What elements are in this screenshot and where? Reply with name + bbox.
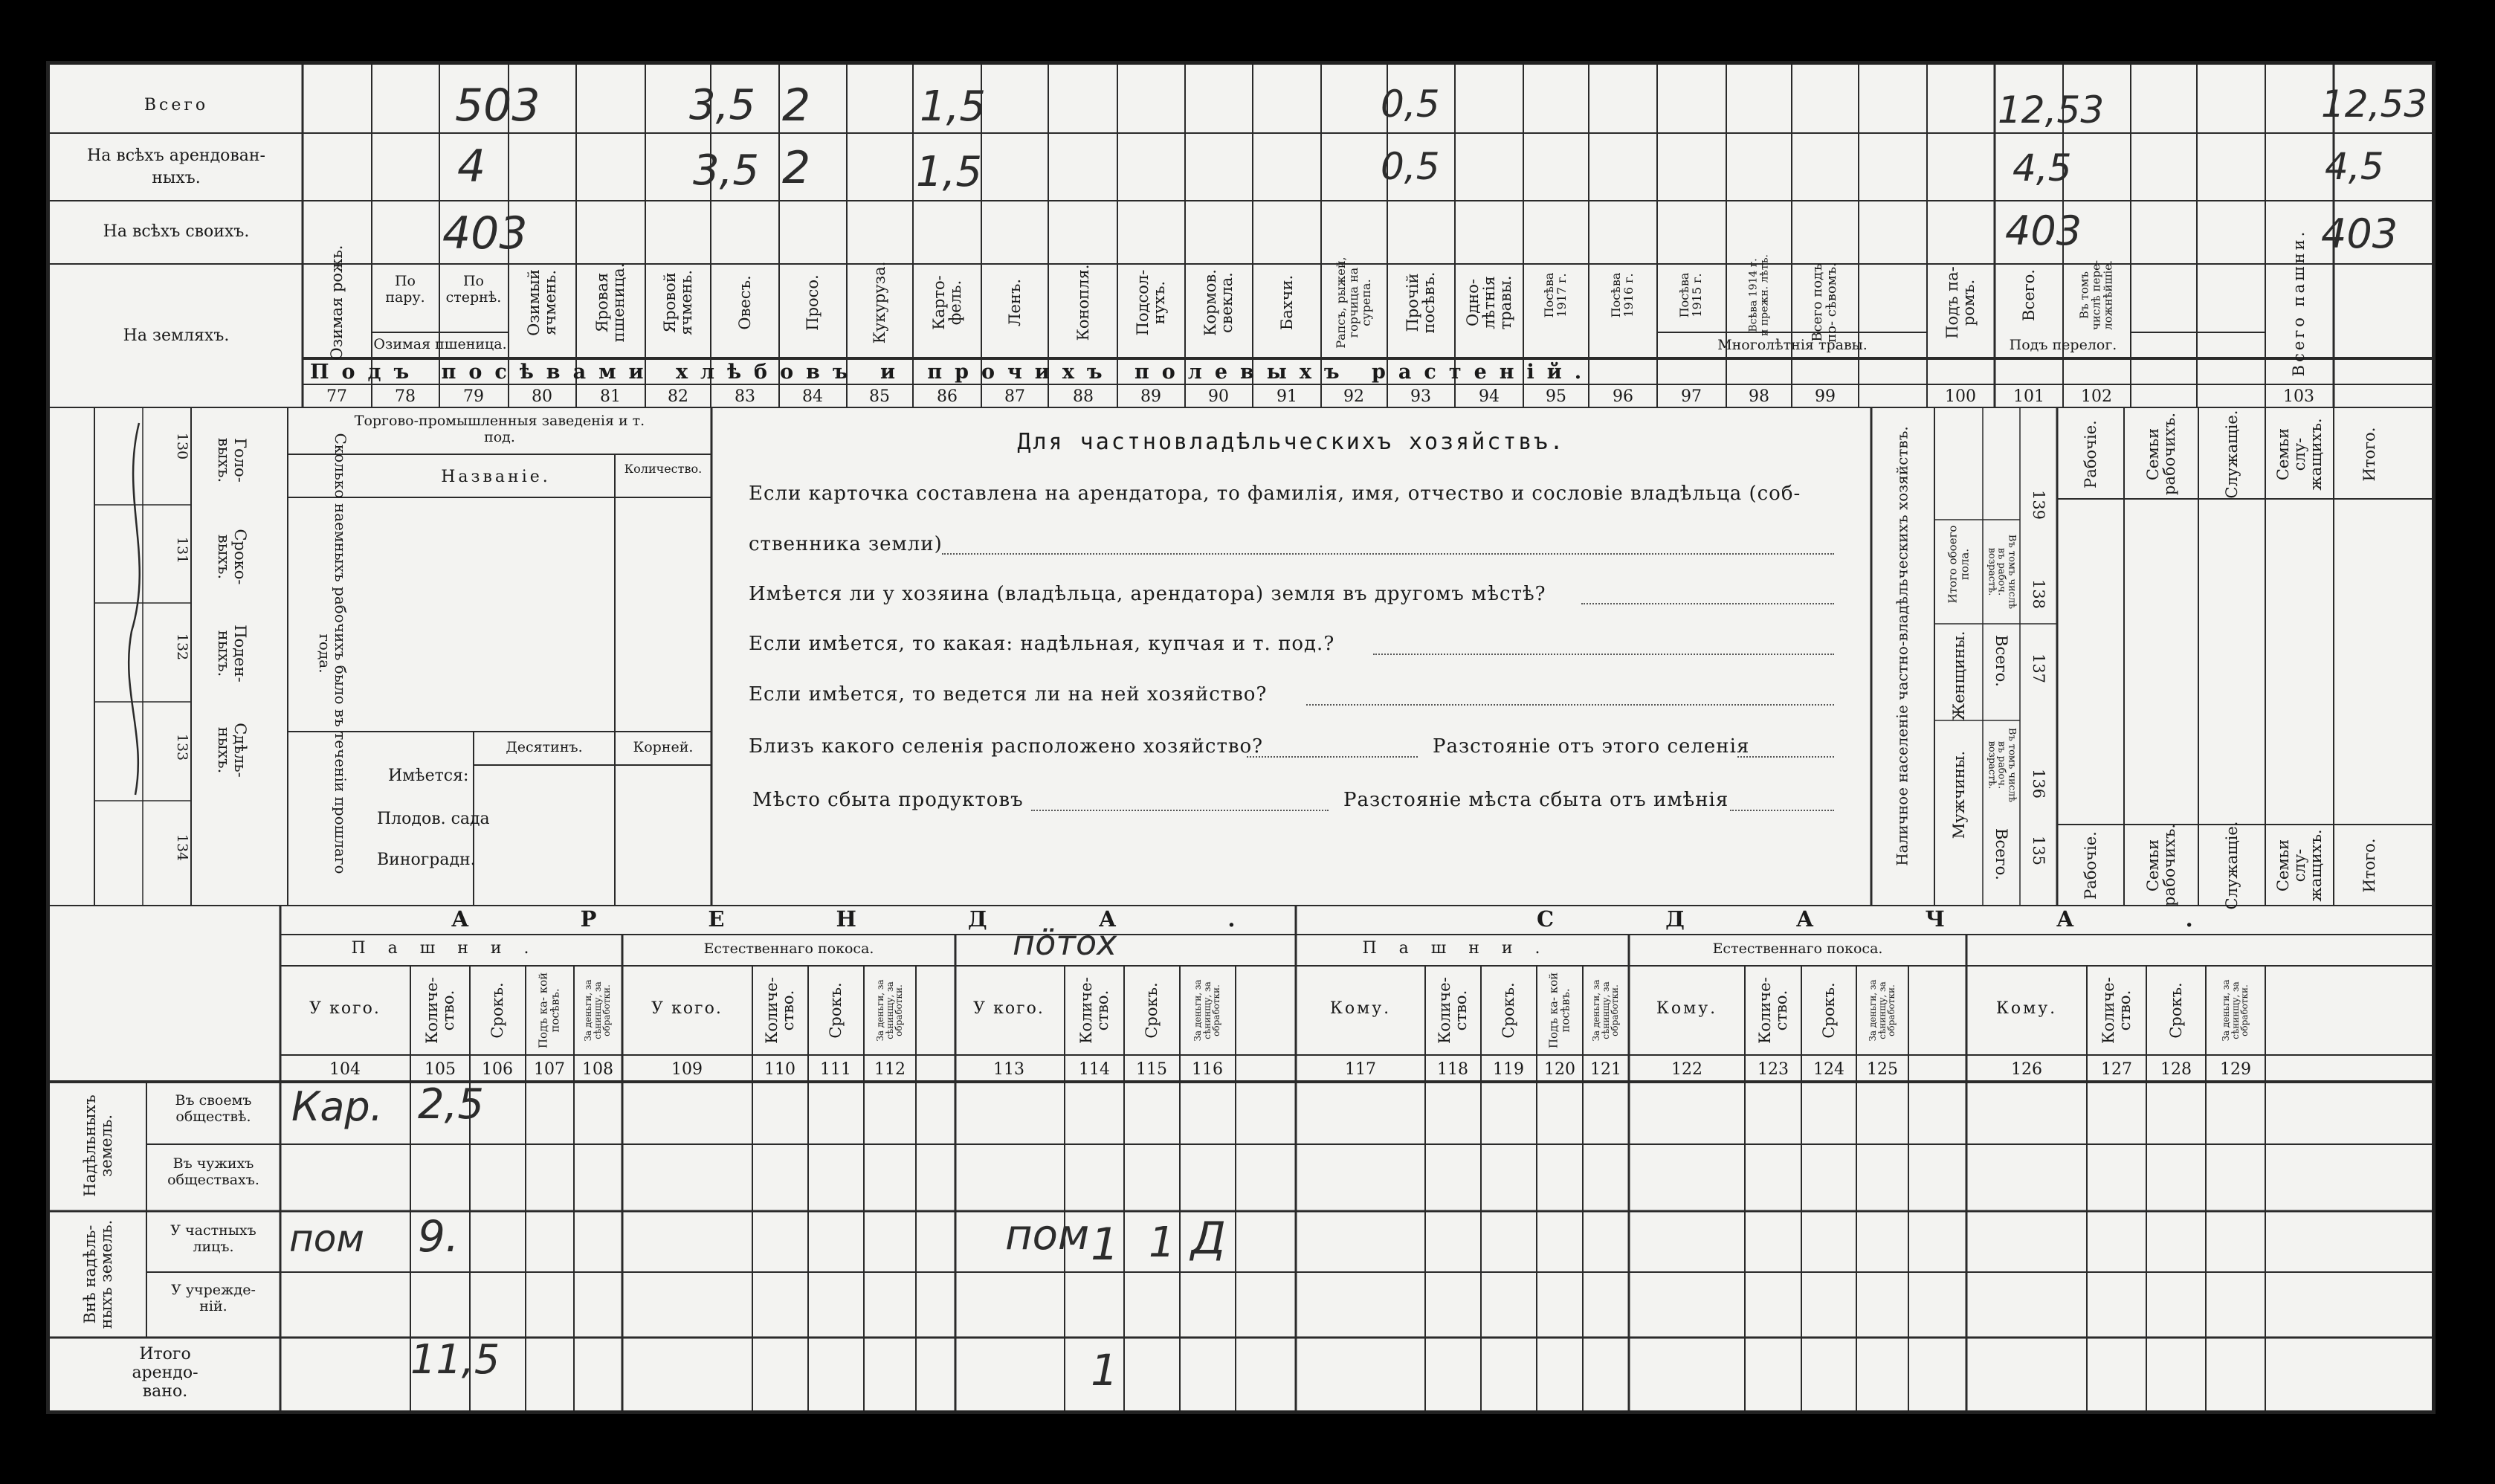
hw-rent-85: 1,5 (916, 148, 983, 196)
q5b-line (1737, 756, 1834, 758)
h-117: Кому. (1329, 999, 1392, 1018)
colnum-102: 102 (2081, 387, 2112, 406)
row-label-total: Всего (143, 96, 209, 114)
arenda-title: АРЕНДА. (451, 906, 1347, 932)
arenda-pashni: Пашни. (351, 939, 552, 958)
h-120: Подъ ка- кой посѣвъ. (1546, 972, 1572, 1049)
hw-rent-83: 2 (782, 142, 811, 194)
colnum-85: 85 (869, 387, 890, 406)
col-87: Ленъ. (1005, 279, 1024, 326)
h-108: За деньги, за сѣнинщу, за обработки. (583, 979, 613, 1042)
colnum-96: 96 (1613, 387, 1633, 406)
q6: Мѣсто сбыта продуктовъ (752, 789, 1024, 811)
q2: Имѣется ли у хозяина (владѣльца, арендатора) земля въ другомъ мѣстѣ? (749, 583, 1546, 605)
total-both: Итого обоего пола. (1946, 525, 1971, 604)
hw-mid-note: пӧтох (1013, 923, 1117, 963)
colnum-83: 83 (735, 387, 755, 406)
col-102: Въ томъ числѣ пере- ложнѣйшіе. (2077, 259, 2114, 331)
h-113: У кого. (973, 999, 1045, 1018)
col-92: Рапсъ, рыжей, горчица на сурепа. (1333, 257, 1373, 349)
left-num-134: 134 (174, 833, 191, 862)
q6b-line (1730, 810, 1834, 811)
hw-r3-114: 1 (1091, 1219, 1120, 1271)
banner: Подъ посѣвами хлѣбовъ и прочихъ полевыхъ растеній. (310, 361, 1595, 384)
right-employees: Служащіе. (2222, 410, 2241, 499)
h-121: За деньги, за сѣнинщу, за обработки. (1591, 979, 1621, 1042)
hw-total-82: 3,5 (689, 81, 756, 129)
group-fallow: Подъ перелог. (2009, 337, 2117, 353)
colnum-100: 100 (1945, 387, 1976, 406)
q6b: Разстояніе мѣста сбыта отъ имѣнія (1343, 789, 1729, 811)
group-nadel: Надѣльныхъ земель. (80, 1094, 115, 1197)
q3-line (1373, 654, 1834, 655)
hw-total-78: 503 (455, 80, 540, 132)
col-93: Прочій посѣвъ. (1403, 271, 1438, 334)
middle-section (50, 408, 2432, 910)
left-rot-3: Поден- ныхъ. (215, 625, 250, 683)
left-rot-4: Сдѣль- ныхъ. (215, 723, 250, 778)
pop-num-136: 136 (2030, 768, 2048, 799)
has-desyatin: Десятинъ. (506, 739, 583, 755)
bottom-section (50, 906, 2432, 1414)
left-rot-1: Голо- выхъ. (215, 437, 250, 483)
colnum-81: 81 (600, 387, 621, 406)
has-roots: Корней. (633, 739, 694, 755)
hw-r3-116: Д (1191, 1213, 1226, 1265)
census-card (46, 61, 2436, 1414)
h-127: Количе- ство. (2099, 977, 2134, 1044)
row-label-own: На всѣхъ своихъ. (103, 222, 250, 241)
bnum-117: 117 (1345, 1060, 1376, 1079)
colnum-78: 78 (395, 387, 416, 406)
bnum-108: 108 (582, 1060, 613, 1079)
col-99: Всего подъ по- сѣвомъ. (1810, 262, 1839, 343)
hw-total-103: 12,53 (2321, 83, 2428, 126)
pop-num-138: 138 (2030, 578, 2048, 610)
col-85: Кукуруза. (870, 261, 888, 344)
bnum-119: 119 (1493, 1060, 1524, 1079)
col-89: Подсол- нухъ. (1133, 269, 1168, 336)
hw-r1-qty: 2,5 (418, 1080, 485, 1129)
right-employee-families-b: Семьи слу- жащихъ. (2273, 829, 2325, 902)
hw-total-114: 1 (1091, 1345, 1118, 1396)
trade-name-header: Названіе. (441, 468, 551, 486)
colnum-93: 93 (1410, 387, 1431, 406)
bnum-122: 122 (1671, 1060, 1702, 1079)
row-other-societies: Въ чужихъ обществахъ. (167, 1155, 259, 1188)
colnum-95: 95 (1546, 387, 1566, 406)
col-91: Бахчи. (1277, 274, 1296, 331)
group-wheat: Озимая пшеница. (373, 336, 507, 352)
h-118: Количе- ство. (1435, 977, 1470, 1044)
hw-total-85: 1,5 (920, 83, 987, 131)
colnum-103: 103 (2283, 387, 2314, 406)
private-title: Для частновладѣльческихъ хозяйствъ. (1017, 429, 1566, 455)
bnum-128: 128 (2160, 1060, 2192, 1079)
hw-rent-78: 4 (457, 141, 486, 193)
colnum-92: 92 (1343, 387, 1364, 406)
col-88: Конопля. (1074, 264, 1092, 341)
colnum-86: 86 (937, 387, 958, 406)
colnum-99: 99 (1815, 387, 1836, 406)
q3: Если имѣется, то какая: надѣльная, купчая и т. под.? (749, 633, 1335, 655)
bottom-grid (50, 906, 2432, 1414)
sdacha-pashni: Пашни. (1362, 939, 1563, 958)
arenda-pokos: Естественнаго покоса. (703, 941, 874, 957)
bnum-105: 105 (425, 1060, 456, 1079)
pop-num-137: 137 (2030, 653, 2048, 684)
hw-total-83: 2 (782, 80, 811, 132)
h-116: За деньги, за сѣнинщу, за обработки. (1192, 979, 1222, 1042)
bnum-104: 104 (329, 1060, 361, 1079)
h-106: Срокъ. (488, 982, 506, 1039)
hw-rent-99: 4,5 (2013, 146, 2072, 190)
bnum-114: 114 (1079, 1060, 1110, 1079)
col-77: Озимая рожь. (327, 245, 346, 361)
vineyard-label: Виноградн. (377, 851, 476, 869)
q6-line (1031, 810, 1329, 811)
row-institutions: У учрежде- ній. (171, 1282, 256, 1314)
right-total-b: Итого. (2360, 838, 2378, 893)
row-label-lands: На земляхъ. (123, 326, 230, 345)
row-label-rented-2: ныхъ. (152, 169, 201, 187)
row-total-rented: Итого арендо- вано. (132, 1345, 198, 1401)
colnum-94: 94 (1479, 387, 1500, 406)
men-of-them: Въ томъ числѣ въ рабоч. возрастѣ. (1986, 727, 2018, 803)
h-105: Количе- ство. (422, 977, 457, 1044)
bnum-109: 109 (671, 1060, 703, 1079)
col-83: Овесъ. (735, 275, 754, 330)
right-workers-b: Рабочіе. (2081, 831, 2099, 900)
bnum-118: 118 (1437, 1060, 1468, 1079)
q4-line (1306, 704, 1834, 706)
h-129: За деньги, за сѣнинщу, за обработки. (2221, 979, 2250, 1042)
col-97: Посѣва 1915 г. (1677, 272, 1704, 318)
q5-line (1247, 756, 1418, 758)
q1b-line (942, 553, 1834, 555)
women-of-them: Въ томъ числѣ въ рабоч. возрастѣ. (1986, 534, 2018, 610)
bnum-127: 127 (2101, 1060, 2132, 1079)
col-101: Всего. (2019, 269, 2038, 321)
col-81: Яровая пшеница. (593, 262, 627, 343)
col-90: Кормов. свекла. (1201, 269, 1236, 336)
sdacha-pokos: Естественнаго покоса. (1712, 941, 1883, 957)
bnum-107: 107 (534, 1060, 565, 1079)
h-125: За деньги, за сѣнинщу, за обработки. (1868, 979, 1897, 1042)
h-109: У кого. (651, 999, 723, 1018)
q1: Если карточка составлена на арендатора, то фамилія, имя, отчество и сословіе владѣльца (соб- (749, 483, 1801, 505)
bnum-123: 123 (1758, 1060, 1789, 1079)
q1b: ственника земли) (749, 533, 943, 555)
top-section (50, 65, 2432, 408)
population-label: Наличное населеніе частно-владѣльческихъ хозяйствъ. (1893, 426, 1911, 866)
left-num-130: 130 (174, 432, 191, 460)
hw-r3-whom: пом (289, 1217, 365, 1260)
hw-r3-qty: 9. (418, 1211, 459, 1262)
hw-own-78: 403 (442, 207, 528, 259)
col-82: Яровой ячмень. (660, 270, 695, 335)
q2-line (1581, 603, 1834, 604)
col-96: Посѣва 1916 г. (1609, 272, 1636, 318)
right-employees-b: Служащіе. (2222, 821, 2241, 910)
col-86: Карто- фель. (929, 275, 964, 330)
bnum-115: 115 (1136, 1060, 1167, 1079)
hw-own-99: 403 (2005, 207, 2082, 254)
right-worker-families-b: Семьи рабочихъ. (2143, 823, 2178, 906)
left-rot-2: Сроко- выхъ. (215, 529, 250, 585)
right-worker-families: Семьи рабочихъ. (2143, 412, 2178, 495)
right-employee-families: Семьи слу- жащихъ. (2273, 418, 2325, 491)
h-122: Кому. (1656, 999, 1718, 1018)
colnum-101: 101 (2013, 387, 2044, 406)
colnum-82: 82 (668, 387, 688, 406)
colnum-79: 79 (463, 387, 484, 406)
bnum-112: 112 (874, 1060, 906, 1079)
sdacha-title: СДАЧА. (1537, 906, 2305, 932)
bnum-111: 111 (820, 1060, 851, 1079)
men-label: Мужчины. (1949, 750, 1968, 839)
bnum-120: 120 (1544, 1060, 1575, 1079)
hw-total-99: 12,53 (1998, 88, 2105, 132)
col-84: Просо. (803, 274, 822, 331)
hw-total-qty: 11,5 (410, 1336, 500, 1383)
women-total: Всего. (1992, 635, 2011, 687)
group-grass: Многолѣтнія травы. (1717, 337, 1868, 353)
col-95: Посѣва 1917 г. (1542, 272, 1569, 318)
hw-rent-103: 4,5 (2325, 145, 2384, 188)
h-111: Срокъ. (826, 982, 845, 1039)
left-num-132: 132 (174, 633, 191, 661)
h-114: Количе- ство. (1077, 977, 1111, 1044)
colnum-89: 89 (1140, 387, 1161, 406)
bnum-126: 126 (2011, 1060, 2042, 1079)
h-107: Подъ ка- кой посѣвъ. (536, 972, 561, 1049)
h-124: Срокъ. (1819, 982, 1838, 1039)
col-78: По пару. (385, 273, 425, 306)
colnum-90: 90 (1208, 387, 1229, 406)
trade-qty-header: Количество. (624, 462, 703, 476)
pop-num-139: 139 (2030, 489, 2048, 520)
right-workers: Рабочіе. (2081, 420, 2099, 488)
h-110: Количе- ство. (762, 977, 797, 1044)
q4: Если имѣется, то ведется ли на ней хозяйство? (749, 683, 1268, 706)
left-num-131: 131 (174, 536, 191, 564)
h-112: За деньги, за сѣнинщу, за обработки. (875, 979, 905, 1042)
h-115: Срокъ. (1142, 982, 1161, 1039)
orchard-label: Плодов. сада (377, 810, 490, 828)
bnum-116: 116 (1192, 1060, 1223, 1079)
colnum-87: 87 (1004, 387, 1025, 406)
colnum-80: 80 (532, 387, 552, 406)
h-119: Срокъ. (1499, 982, 1517, 1039)
col-94: Одно- лѣтнія травы. (1463, 275, 1515, 330)
bnum-124: 124 (1813, 1060, 1844, 1079)
col-98: Всѣва 1914 г. и прежн. лѣтъ. (1747, 254, 1770, 336)
q5b: Разстояніе отъ этого селенія (1433, 735, 1750, 758)
trade-title: Торгово-промышленныя заведенія и т. под. (354, 413, 645, 445)
hw-r1-whom: Кар. (291, 1083, 383, 1130)
hw-own-103: 403 (2321, 210, 2398, 257)
hw-rent-91: 0,5 (1381, 145, 1440, 188)
right-total: Итого. (2360, 427, 2378, 482)
hired-label: Сколько наемныхъ рабочихъ было въ теченіи прошлаго года. (316, 433, 349, 874)
row-private: У частныхъ лицъ. (170, 1222, 256, 1255)
men-total: Всего. (1992, 828, 2011, 880)
colnum-98: 98 (1749, 387, 1769, 406)
hw-total-91: 0,5 (1381, 83, 1440, 126)
h-126: Кому. (1995, 999, 2058, 1018)
col-80: Озимый ячмень. (524, 269, 559, 336)
row-label-rented: На всѣхъ арендован- (87, 146, 265, 165)
group-vne: Внѣ надѣль- ныхъ земель. (80, 1219, 115, 1329)
col-103: Всего пашни. (2289, 228, 2308, 377)
q5: Близъ какого селенія расположено хозяйство? (749, 735, 1264, 758)
col-100: Подъ па- ромъ. (1943, 266, 1978, 339)
h-104: У кого. (309, 999, 381, 1018)
colnum-88: 88 (1073, 387, 1094, 406)
bnum-113: 113 (993, 1060, 1024, 1079)
col-79: По стернѣ. (445, 273, 502, 306)
row-own-society: Въ своемъ обществѣ. (175, 1092, 252, 1125)
colnum-84: 84 (802, 387, 823, 406)
colnum-97: 97 (1681, 387, 1702, 406)
h-128: Срокъ. (2166, 982, 2185, 1039)
bnum-129: 129 (2220, 1060, 2251, 1079)
h-123: Количе- ство. (1755, 977, 1790, 1044)
bnum-125: 125 (1867, 1060, 1898, 1079)
pop-num-135: 135 (2030, 835, 2048, 866)
colnum-91: 91 (1276, 387, 1297, 406)
hw-r3-115: 1 (1149, 1219, 1175, 1267)
left-num-133: 133 (174, 733, 191, 761)
colnum-77: 77 (326, 387, 347, 406)
bnum-121: 121 (1590, 1060, 1621, 1079)
hw-r3-113: пом (1005, 1211, 1090, 1259)
bnum-106: 106 (482, 1060, 513, 1079)
has-label: Имѣется: (388, 767, 469, 785)
bnum-110: 110 (764, 1060, 795, 1079)
women-label: Женщины. (1949, 630, 1968, 721)
hw-rent-82: 3,5 (693, 146, 760, 195)
